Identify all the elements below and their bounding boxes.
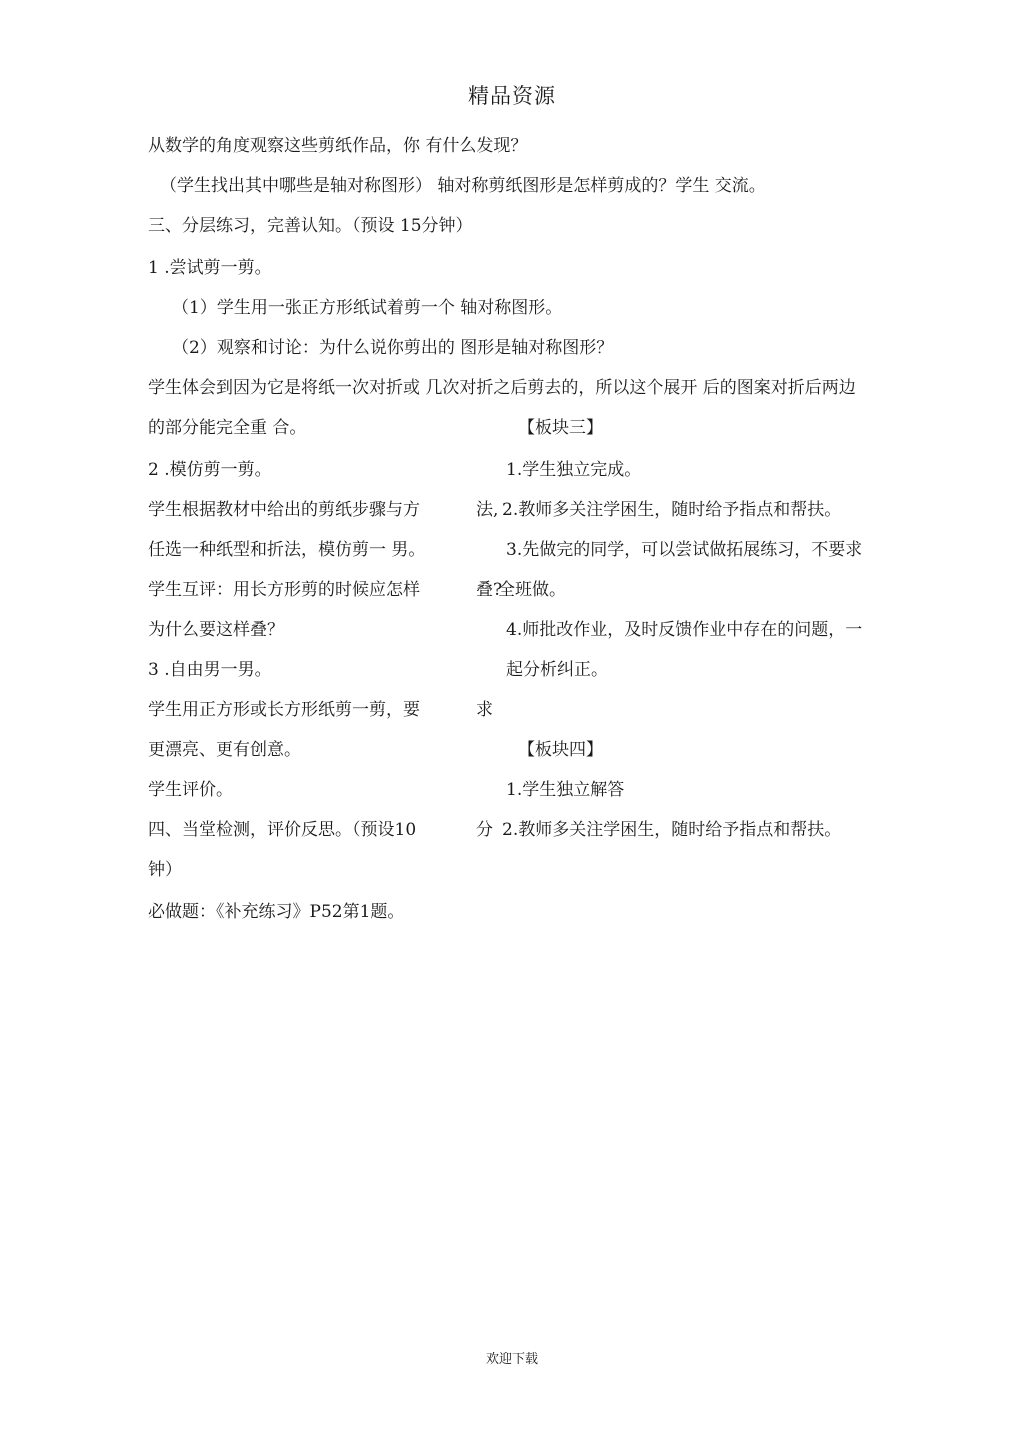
sub-item-1: （1）学生用一张正方形纸试着剪一个 轴对称图形。 (172, 298, 563, 318)
block-three-title: 【板块三】 (518, 418, 603, 438)
right-line-5: 4.师批改作业，及时反馈作业中存在的问题，一 (506, 620, 863, 640)
right-line-2: 2.教师多关注学困生，随时给予指点和帮扶。 (502, 500, 842, 520)
required-exercise: 必做题：《补充练习》P52第1题。 (148, 902, 405, 922)
section-four-heading-tail: 分 (476, 820, 493, 840)
sub-item-2: （2）观察和讨论：为什么说你剪出的 图形是轴对称图形？ (172, 338, 614, 358)
paragraph-experience: 学生体会到因为它是将纸一次对折或 几次对折之后剪去的，所以这个展开 后的图案对折后两边 (148, 378, 856, 398)
left-line-2-tail: 法, (476, 500, 499, 520)
item-try-cut: 1 .尝试剪一剪。 (148, 258, 272, 278)
left-line-4-tail: 叠? (476, 580, 503, 600)
page-header: 精品资源 (468, 84, 556, 108)
left-line-9: 学生评价。 (148, 780, 233, 800)
page-footer: 欢迎下载 (485, 1352, 538, 1367)
block-four-title: 【板块四】 (518, 740, 603, 760)
right-line-6: 起分析纠正。 (506, 660, 608, 680)
left-line-8: 更漂亮、更有创意。 (148, 740, 301, 760)
paragraph-students-find: （学生找出其中哪些是轴对称图形） 轴对称剪纸图形是怎样剪成的？学生 交流。 (160, 176, 766, 196)
left-line-11: 钟） (148, 860, 182, 880)
left-line-7: 学生用正方形或长方形纸剪一剪，要 (148, 700, 420, 720)
left-line-4: 学生互评：用长方形剪的时候应怎样 (148, 580, 420, 600)
left-line-3: 任选一种纸型和折法，模仿剪一 男。 (148, 540, 426, 560)
right-line-1: 1.学生独立完成。 (506, 460, 642, 480)
right-line-3: 3.先做完的同学，可以尝试做拓展练习，不要求 (506, 540, 863, 560)
section-three-heading: 三、分层练习，完善认知。（预设 15分钟） (148, 216, 473, 236)
left-line-7-tail: 求 (476, 700, 493, 720)
left-line-2: 学生根据教材中给出的剪纸步骤与方 (148, 500, 420, 520)
section-four-heading: 四、当堂检测，评价反思。（预设10 (148, 820, 417, 840)
paragraph-observe: 从数学的角度观察这些剪纸作品，你 有什么发现？ (148, 136, 528, 156)
right-line-4: 全班做。 (498, 580, 566, 600)
paragraph-experience-cont: 的部分能完全重 合。 (148, 418, 307, 438)
right-line-7: 1.学生独立解答 (506, 780, 625, 800)
right-line-8: 2.教师多关注学困生，随时给予指点和帮扶。 (502, 820, 842, 840)
item-imitate-cut: 2 .模仿剪一剪。 (148, 460, 272, 480)
item-free-cut: 3 .自由男一男。 (148, 660, 272, 680)
left-line-5: 为什么要这样叠？ (148, 620, 284, 640)
